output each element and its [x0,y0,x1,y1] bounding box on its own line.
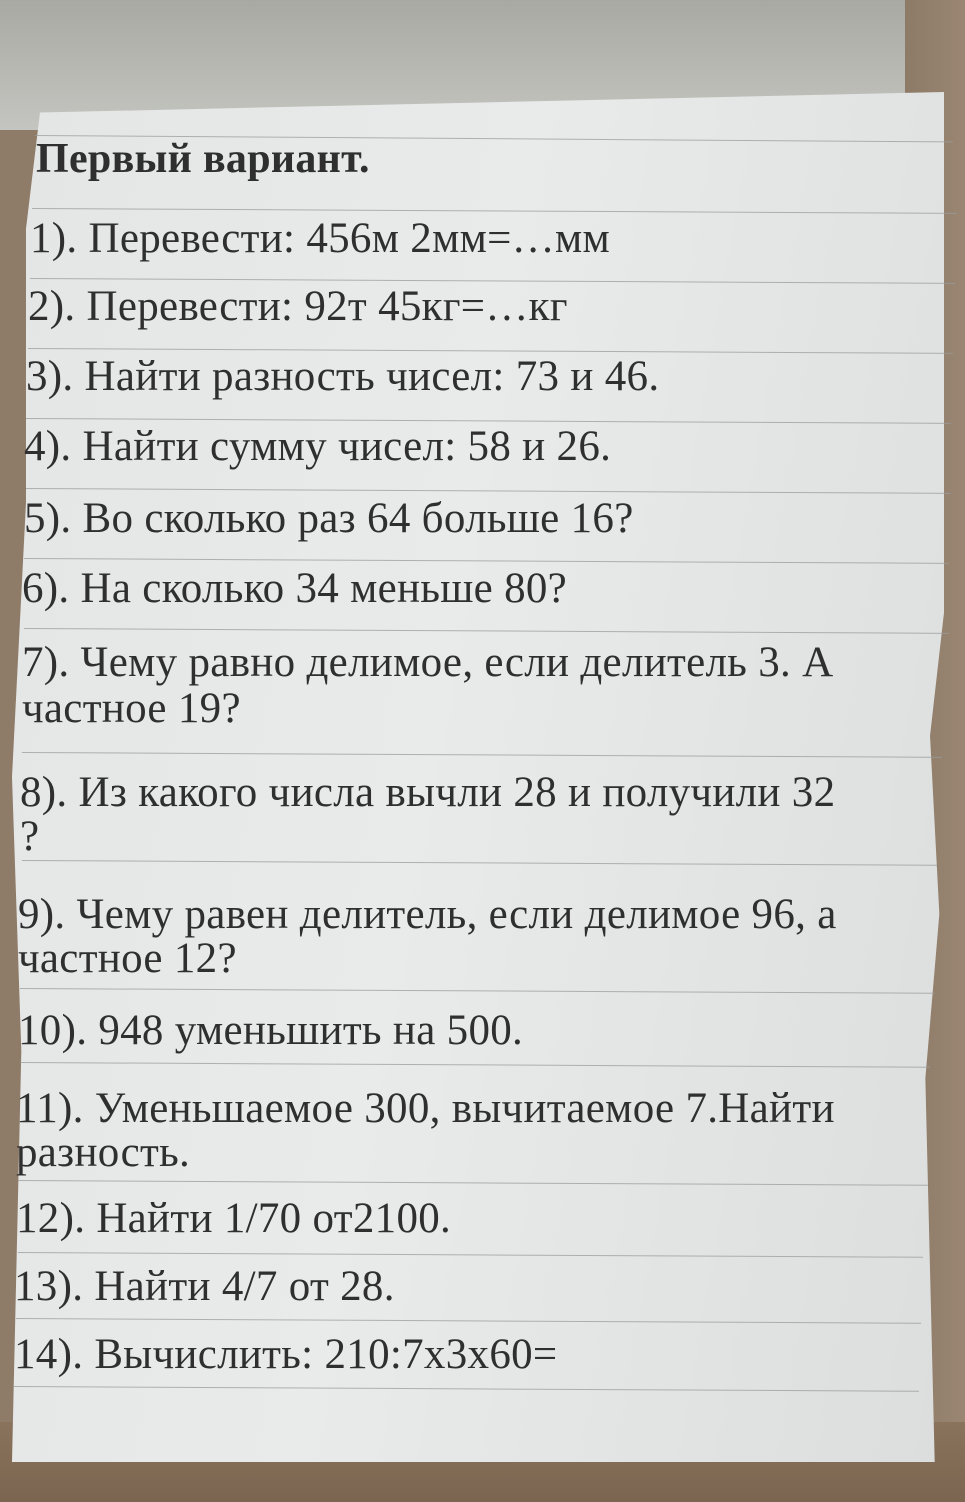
task-4: 4). Найти сумму чисел: 58 и 26. [24,423,612,470]
task-8: 8). Из какого числа вычли 28 и получили 32 [20,769,836,816]
task-10: 10). 948 уменьшить на 500. [18,1007,524,1054]
document-title: Первый вариант. [36,136,370,182]
task-9-continuation: частное 12? [18,935,237,982]
task-11: 11). Уменьшаемое 300, вычитаемое 7.Найти [16,1085,835,1132]
task-11-continuation: разность. [16,1129,191,1176]
task-2: 2). Перевести: 92т 45кг=…кг [28,283,568,330]
task-6: 6). На сколько 34 меньше 80? [22,565,568,612]
task-7-continuation: частное 19? [22,685,241,732]
task-13: 13). Найти 4/7 от 28. [14,1263,395,1310]
task-5: 5). Во сколько раз 64 больше 16? [24,495,634,542]
task-7: 7). Чему равно делимое, если делитель 3. А [22,639,834,686]
task-9: 9). Чему равен делитель, если делимое 96, а [18,891,837,938]
task-12: 12). Найти 1/70 от2100. [16,1195,452,1242]
task-1: 1). Перевести: 456м 2мм=…мм [30,215,610,262]
task-14: 14). Вычислить: 210:7х3х60= [14,1331,558,1378]
task-8-continuation: ? [20,813,40,860]
task-3: 3). Найти разность чисел: 73 и 46. [26,353,660,400]
